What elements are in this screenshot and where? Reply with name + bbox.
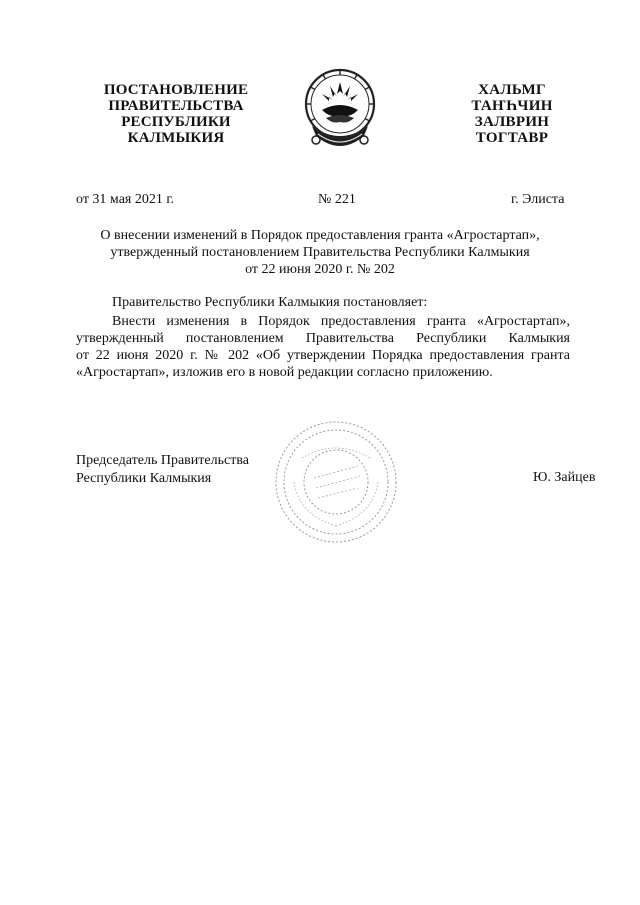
- body-line: «Агростартап», изложив его в новой редакции согласно приложению.: [76, 365, 493, 380]
- official-stamp-icon: [272, 418, 400, 546]
- document-date: от 31 мая 2021 г.: [76, 192, 175, 207]
- signatory-position-line: Председатель Правительства: [76, 453, 249, 468]
- resolution-body: [76, 313, 570, 381]
- header-left-line: РЕСПУБЛИКИ: [121, 114, 231, 130]
- header-right-title: [452, 82, 572, 146]
- title-line: от 22 июня 2020 г. № 202: [245, 262, 395, 277]
- signatory-position: [76, 452, 249, 488]
- signatory-name: Ю. Зайцев: [533, 470, 596, 485]
- document-title: [70, 227, 570, 278]
- document-number: № 221: [318, 192, 356, 207]
- header-left-title: [86, 82, 266, 146]
- header-right-line: ТАҤҺЧИН: [471, 98, 553, 114]
- title-line: О внесении изменений в Порядок предоставления гранта «Агростартап»,: [100, 228, 540, 243]
- kalmykia-coat-of-arms-icon: [298, 64, 382, 160]
- signatory-position-line: Республики Калмыкия: [76, 471, 212, 486]
- header-right-line: ХАЛЬМГ: [478, 82, 546, 98]
- preamble-text: Правительство Республики Калмыкия постановляет:: [112, 295, 428, 310]
- header-right-line: ЗАЛВРИН: [474, 114, 550, 130]
- body-line: от 22 июня 2020 г. № 202 «Об утверждении Порядка предоставления гранта: [76, 348, 570, 363]
- document-city: г. Элиста: [511, 192, 565, 207]
- header-left-line: ПОСТАНОВЛЕНИЕ: [103, 82, 249, 98]
- header-left-line: КАЛМЫКИЯ: [127, 130, 225, 146]
- header-right-line: ТОГТАВР: [475, 130, 549, 146]
- body-line: Внести изменения в Порядок предоставления гранта «Агростартап»,: [112, 314, 570, 329]
- header-left-line: ПРАВИТЕЛЬСТВА: [108, 98, 244, 114]
- title-line: утвержденный постановлением Правительства Республики Калмыкия: [110, 245, 530, 260]
- body-line: утвержденный постановлением Правительства Республики Калмыкия: [76, 331, 570, 346]
